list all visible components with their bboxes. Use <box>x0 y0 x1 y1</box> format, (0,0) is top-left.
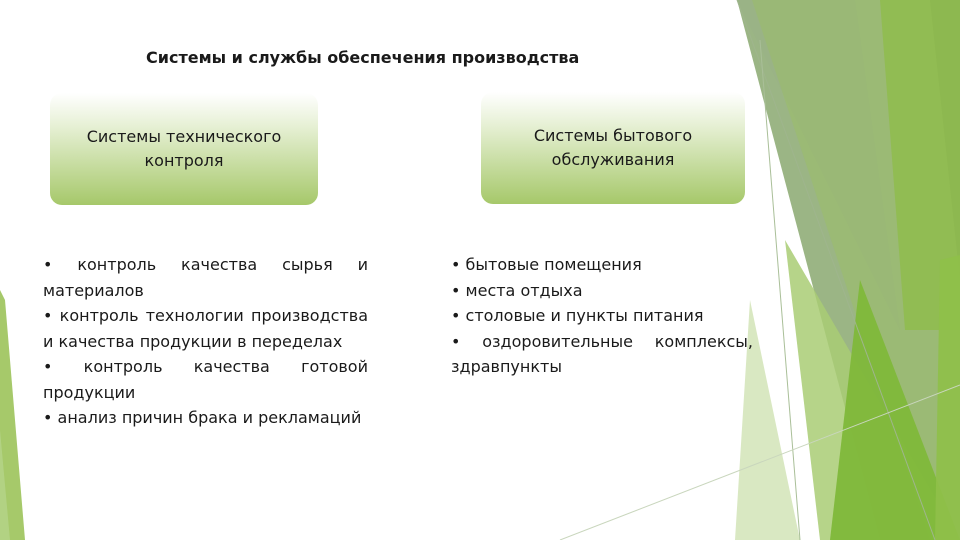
technical-control-box <box>50 93 318 205</box>
list-item: • контроль качества готовой продукции <box>43 357 368 402</box>
technical-control-label: Системы технического контроля <box>86 127 282 170</box>
technical-control-list <box>43 252 368 431</box>
list-item: • оздоровительные комплексы, здравпункты <box>451 331 753 376</box>
list-item: • бытовые помещения <box>451 255 642 274</box>
household-service-box <box>481 92 745 204</box>
list-item: • столовые и пункты питания <box>451 306 704 325</box>
list-item: • контроль технологии производства и качества продукции в переделах <box>43 306 368 351</box>
slide-title: Системы и службы обеспечения производства <box>146 48 580 67</box>
household-service-list <box>451 252 753 380</box>
list-item: • контроль качества сырья и материалов <box>43 255 368 300</box>
household-service-label: Системы бытового обслуживания <box>533 126 693 169</box>
list-item: • места отдыха <box>451 280 583 300</box>
list-item: • анализ причин брака и рекламаций <box>43 408 362 427</box>
